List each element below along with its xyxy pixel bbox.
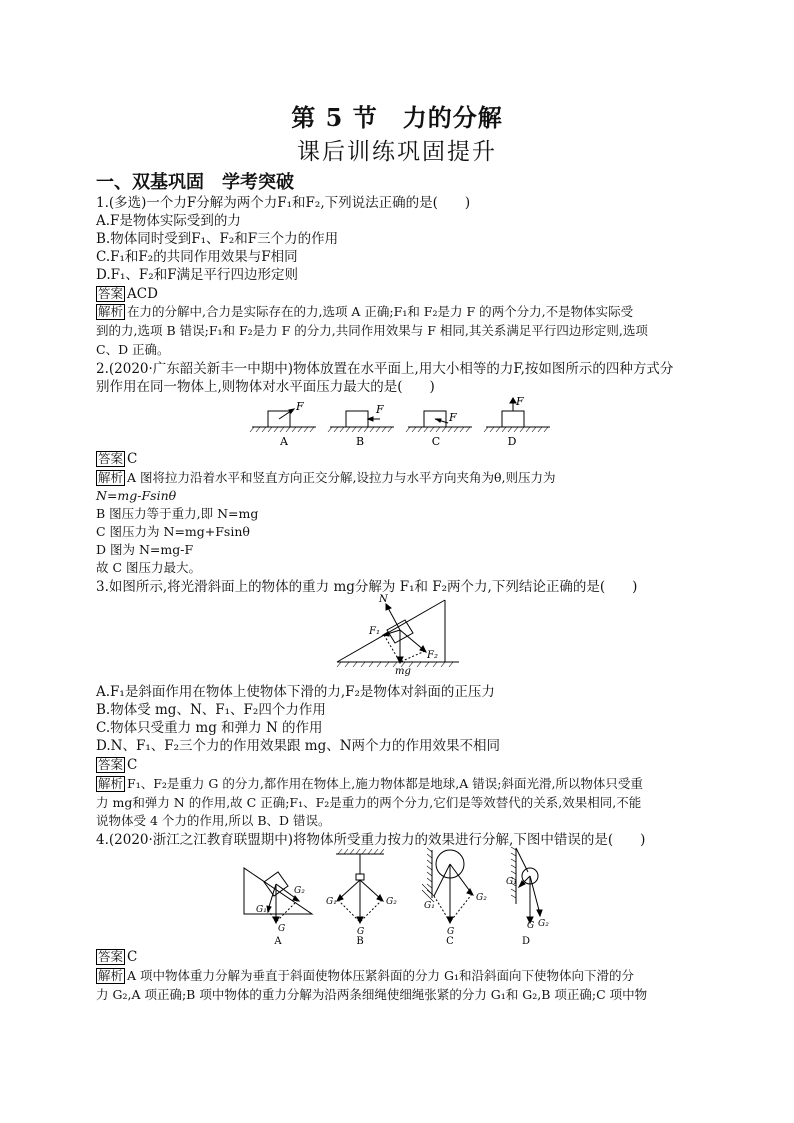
q3-label-f1: F₁ [369, 626, 380, 637]
analysis-tag: 解析 [98, 470, 124, 485]
q2-force-label-a: F [296, 400, 304, 413]
q2-label-a: A [280, 435, 288, 448]
q1-option-a: A.F是物体实际受到的力 [96, 213, 241, 229]
q2-answer [96, 450, 137, 468]
q3-analysis-1 [96, 775, 643, 793]
q4-label-b: B [356, 936, 364, 947]
q4-a-g: G [278, 924, 286, 934]
q1-analysis-text-1: 在力的分解中,合力是实际存在的力,选项 A 正确;F₁和 F₂是力 F 的两个分力,不是物体实际受 [127, 304, 634, 319]
q1-option-b: B.物体同时受到F₁、F₂和F三个力的作用 [96, 231, 339, 247]
q3-option-d: D.N、F₁、F₂三个力的作用效果跟 mg、N两个力的作用效果不相同 [96, 738, 501, 754]
q3-figure [335, 590, 465, 678]
answer-tag: 答案 [98, 286, 124, 301]
q4-figure [240, 846, 556, 948]
answer-tag: 答案 [98, 451, 124, 466]
q4-analysis-text-1: A 项中物体重力分解为垂直于斜面使物体压紧斜面的分力 G₁和沿斜面向下使物体向下滑的分 [127, 968, 634, 983]
q2-stem-2: 别作用在同一物体上,则物体对水平面压力最大的是( ) [96, 379, 435, 395]
q4-a-g1: G₁ [256, 905, 267, 915]
q4-d-g2: G₂ [538, 919, 549, 929]
answer-tag: 答案 [98, 949, 124, 964]
analysis-tag: 解析 [98, 776, 124, 791]
q4-c-g2: G₂ [476, 893, 487, 903]
q3-option-c: C.物体只受重力 mg 和弹力 N 的作用 [96, 720, 323, 736]
q4-d-g1: G₁ [506, 877, 517, 887]
q1-analysis-2: 到的力,选项 B 错误;F₁和 F₂是力 F 的分力,共同作用效果与 F 相同,其关系满足平行四边形定则,选项 [96, 323, 648, 338]
q1-option-d: D.F₁、F₂和F满足平行四边形定则 [96, 267, 299, 283]
q1-stem: 1.(多选)一个力F分解为两个力F₁和F₂,下列说法正确的是( ) [96, 195, 471, 211]
analysis-tag: 解析 [98, 968, 124, 983]
q4-d-g: G [527, 921, 535, 931]
q3-answer-value: C [127, 757, 138, 773]
q3-analysis-3: 说物体受 4 个力的作用,所以 B、D 错误。 [96, 813, 331, 828]
q3-label-mg: mg [395, 666, 411, 677]
q4-stem: 4.(2020·浙江之江教育联盟期中)将物体所受重力按力的效果进行分解,下图中错误的是( ) [96, 832, 646, 848]
q2-analysis-1 [96, 469, 556, 487]
q1-option-c: C.F₁和F₂的共同作用效果与F相同 [96, 249, 298, 265]
page-subtitle: 课后训练巩固提升 [297, 139, 497, 165]
q2-analysis-2: N=mg-Fsinθ [96, 488, 177, 503]
q2-force-label-d: F [516, 395, 524, 408]
q1-analysis-3: C、D 正确。 [96, 342, 170, 357]
q4-c-g1: G₁ [424, 901, 435, 911]
q3-option-a: A.F₁是斜面作用在物体上使物体下滑的力,F₂是物体对斜面的正压力 [96, 684, 495, 700]
q4-label-a: A [274, 936, 282, 947]
q4-answer-value: C [127, 949, 138, 965]
q2-analysis-text-1: A 图将拉力沿着水平和竖直方向正交分解,设拉力与水平方向夹角为θ,则压力为 [127, 470, 556, 485]
q4-b-g: G [357, 927, 365, 937]
q4-analysis-2: 力 G₂,A 项正确;B 项中物体的重力分解为沿两条细绳使细绳张紧的分力 G₁和 G₂,B 项正确;C 项中物 [96, 987, 648, 1002]
q2-analysis-5: D 图为 N=mg-F [96, 542, 194, 557]
q1-analysis-1 [96, 303, 633, 321]
q3-analysis-2: 力 mg和弹力 N 的作用,故 C 正确;F₁、F₂是重力的两个分力,它们是等效替代的关系,效果相同,不能 [96, 795, 642, 810]
q3-analysis-text-1: F₁、F₂是重力 G 的分力,都作用在物体上,施力物体都是地球,A 错误;斜面光滑,所以物体只受重 [127, 776, 643, 791]
q2-analysis-4: C 图压力为 N=mg+Fsinθ [96, 524, 250, 539]
answer-tag: 答案 [98, 757, 124, 772]
q4-c-g: G [447, 927, 455, 937]
q2-analysis-3: B 图压力等于重力,即 N=mg [96, 506, 259, 521]
q3-label-f2: F₂ [427, 650, 438, 661]
q3-stem: 3.如图所示,将光滑斜面上的物体的重力 mg分解为 F₁和 F₂两个力,下列结论正确的是( ) [96, 579, 638, 595]
q1-answer-value: ACD [127, 286, 158, 302]
q2-force-label-b: F [376, 403, 384, 416]
q3-option-b: B.物体受 mg、N、F₁、F₂四个力作用 [96, 702, 326, 718]
q4-label-d: D [521, 936, 531, 947]
q3-answer [96, 756, 137, 774]
q1-answer [96, 285, 158, 303]
q2-label-d: D [507, 435, 517, 448]
q2-force-label-c: F [449, 411, 457, 424]
q2-label-c: C [431, 435, 441, 448]
q4-b-g1: G₁ [326, 897, 337, 907]
q4-label-c: C [446, 936, 454, 947]
q4-b-g2: G₂ [386, 897, 397, 907]
q2-analysis-6: 故 C 图压力最大。 [96, 560, 202, 575]
section-heading: 一、双基巩固 学考突破 [96, 172, 294, 193]
analysis-tag: 解析 [98, 304, 124, 319]
page-title: 第 5 节 力的分解 [291, 103, 503, 132]
q2-stem-1: 2.(2020·广东韶关新丰一中期中)物体放置在水平面上,用大小相等的力F,按如图所示的四种方式分 [96, 361, 674, 377]
q2-figure [250, 397, 550, 449]
q4-a-g2: G₂ [294, 886, 305, 896]
q4-analysis-1 [96, 967, 634, 985]
q3-label-n: N [379, 594, 388, 605]
q4-answer [96, 948, 137, 966]
q2-label-b: B [355, 435, 365, 448]
q2-answer-value: C [127, 451, 138, 467]
